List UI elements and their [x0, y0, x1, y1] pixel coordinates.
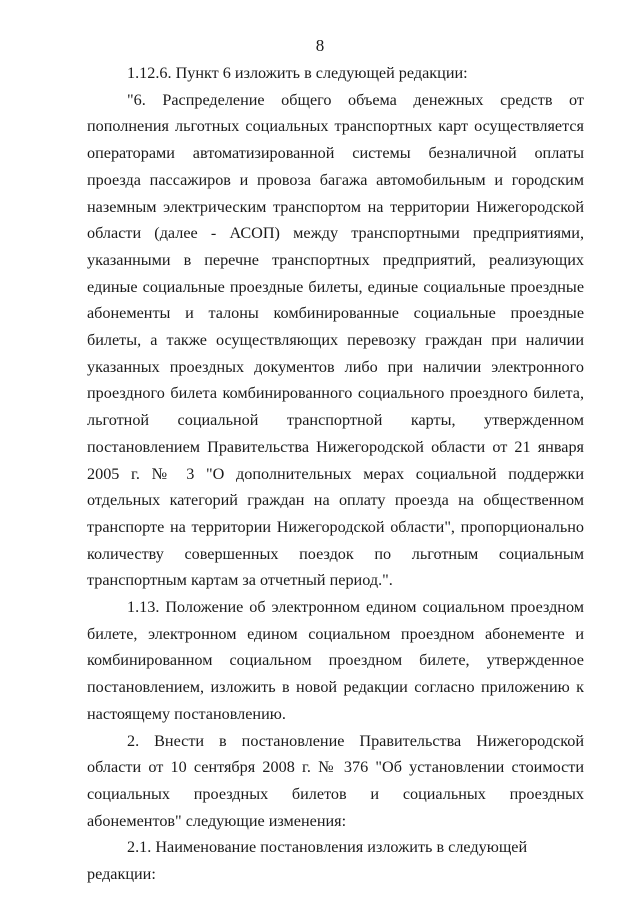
document-body: [87, 60, 584, 888]
page-number: 8: [315, 36, 325, 55]
paragraph-2: 2. Внести в постановление Правительства Нижегородской области от 10 сентября 2008 г. № 376 "Об установлении стоимости социальных проездных билетов и социальных проездных абонементов" следующие изменения:: [87, 731, 584, 830]
paragraph-2-1: 2.1. Наименование постановления изложить в следующей редакции:: [87, 838, 528, 884]
paragraph-1-13: 1.13. Положение об электронном едином социальном проездном билете, электронном едином социальном проездном абонементе и комбинированном социальном проездном билете, утвержденное постановлением, изложить в новой редакции согласно приложению к настоящему постановлению.: [87, 598, 584, 723]
paragraph-1-12-6: 1.12.6. Пункт 6 изложить в следующей редакции:: [127, 64, 468, 82]
paragraph-point-6-text: "6. Распределение общего объема денежных средств от пополнения льготных социальных транспортных карт осуществляется операторами автоматизированной системы безналичной оплаты проезда пассажиров и провоза багажа автомобильным и городским наземным электрическим транспортом на территории Нижегородской области (далее - АСОП) между транспортными предприятиями, указанными в перечне транспортных предприятий, реализующих единые социальные проездные билеты, единые социальные проездные абонементы и талоны комбинированные социальные проездные билеты, а также осуществляющих перевозку граждан при наличии указанных проездных документов либо при наличии электронного проездного билета комбинированного социального проездного билета, льготной социальной транспортной карты, утвержденном постановлением Правительства Нижегородской области от 21 января 2005 г. № 3 "О дополнительных мерах социальной поддержки отдельных категорий граждан на оплату проезда на общественном транспорте на территории Нижегородской области", пропорционально количеству совершенных поездок по льготным социальным транспортным картам за отчетный период.".: [87, 90, 584, 590]
